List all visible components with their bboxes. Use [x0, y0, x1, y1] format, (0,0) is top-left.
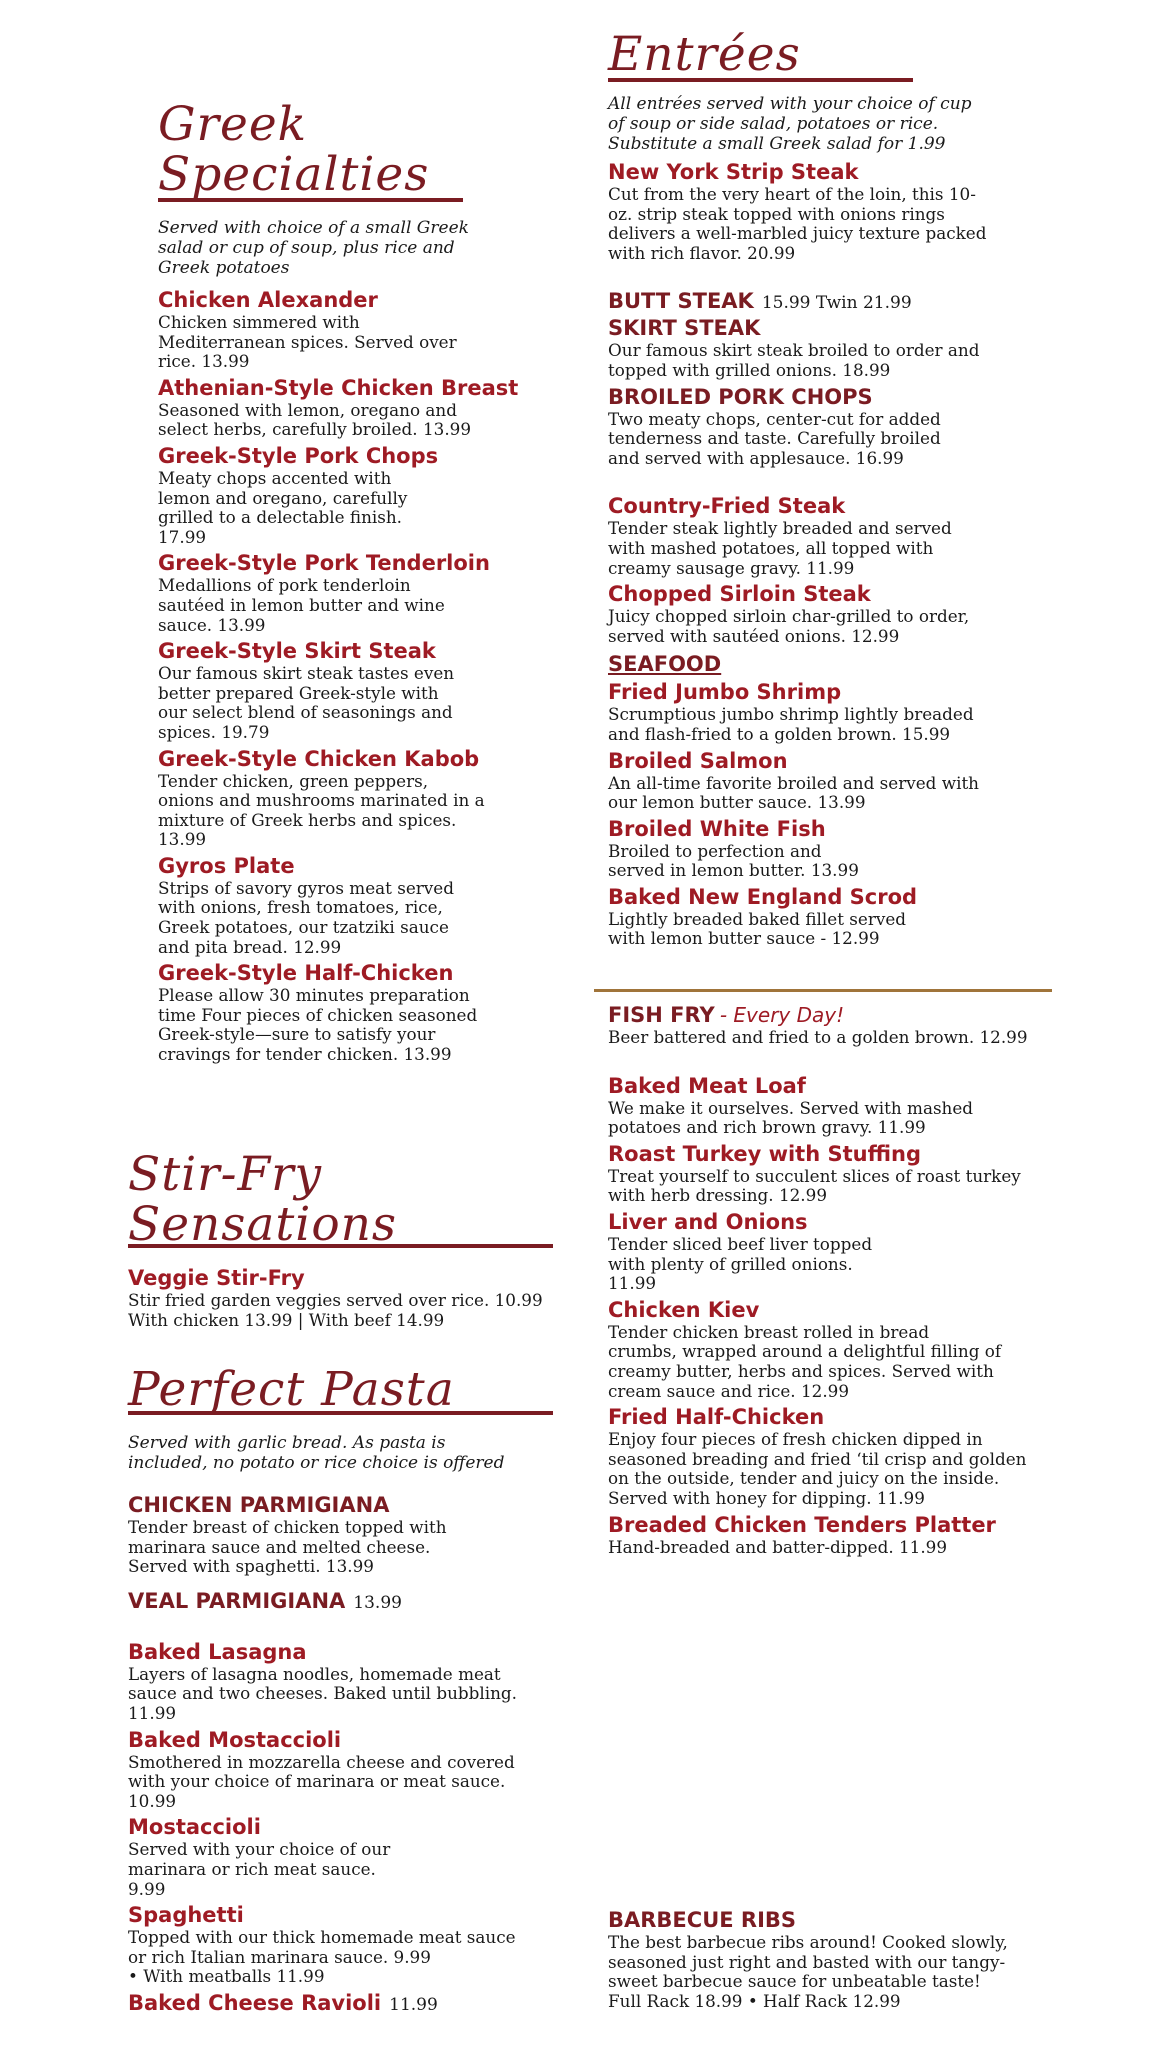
- menu-item-baked-new-england-scrod: [608, 885, 1058, 949]
- item-desc: Our famous skirt steak broiled to order and topped with grilled onions. 18.99: [608, 340, 980, 380]
- item-desc: Tender chicken breast rolled in bread crumbs, wrapped around a delightful filling of creamy butter, herbs and spices. Served with cream sauce and rice. 12.99: [608, 1321, 1002, 1401]
- item-name: BROILED PORK CHOPS: [608, 384, 873, 409]
- item-name: Greek-Style Pork Tenderloin: [158, 551, 490, 576]
- item-name: Baked Lasagna: [128, 1639, 307, 1664]
- item-desc: Tender breast of chicken topped with marinara sauce and melted cheese. Served with spaghetti. 13.99: [128, 1517, 447, 1577]
- item-desc: Chicken simmered with Mediterranean spices. Served over rice. 13.99: [158, 312, 457, 372]
- pasta-intro: Served with garlic bread. As pasta is included, no potato or rice choice is offered: [128, 1433, 505, 1473]
- menu-item-broiled-pork-chops: [608, 385, 1058, 469]
- item-name: Chopped Sirloin Steak: [608, 582, 871, 607]
- stirfry-section: [128, 1147, 558, 1330]
- menu-item-liver-and-onions: [608, 1210, 1058, 1294]
- menu-item-chopped-sirloin: [608, 582, 1058, 646]
- item-name: Gyros Plate: [158, 853, 295, 878]
- item-price: 13.99: [353, 1592, 402, 1613]
- menu-item-baked-cheese-ravioli: [128, 1991, 558, 2016]
- menu-item: [158, 288, 528, 372]
- greek-section: [158, 97, 528, 1065]
- menu-item-fried-half-chicken: [608, 1405, 1058, 1508]
- item-desc: Broiled to perfection and served in lemon butter. 13.99: [608, 840, 859, 881]
- item-name: Greek-Style Chicken Kabob: [158, 746, 480, 771]
- item-name: Breaded Chicken Tenders Platter: [608, 1512, 996, 1537]
- item-name: Baked Meat Loaf: [608, 1073, 806, 1098]
- item-desc: Smothered in mozzarella cheese and covered with your choice of marinara or meat sauce. 10.99: [128, 1751, 515, 1811]
- item-desc: Served with your choice of our marinara or rich meat sauce. 9.99: [128, 1839, 391, 1899]
- menu-item-broiled-salmon: [608, 749, 1058, 813]
- item-price: Full Rack 18.99 • Half Rack 12.99: [608, 1990, 901, 2011]
- entrees-section-lower: [608, 1003, 1058, 1557]
- menu-item-veggie-stir-fry: [128, 1266, 558, 1330]
- menu-item-country-fried-steak: [608, 494, 1058, 578]
- item-name: Broiled White Fish: [608, 816, 826, 841]
- menu-item-baked-lasagna: [128, 1640, 558, 1724]
- entrees-section: [608, 27, 1058, 949]
- menu-item-roast-turkey: [608, 1142, 1058, 1206]
- item-desc: Stir fried garden veggies served over rice. 10.99: [128, 1290, 543, 1310]
- menu-item-chicken-parmigiana: [128, 1493, 558, 1577]
- item-name: Chicken Alexander: [158, 288, 378, 312]
- item-desc: Layers of lasagna noodles, homemade meat sauce and two cheeses. Baked until bubbling. 11.99: [128, 1663, 518, 1723]
- item-desc: We make it ourselves. Served with mashed potatoes and rich brown gravy. 11.99: [608, 1097, 974, 1138]
- menu-item-ny-strip-steak: [608, 160, 1058, 263]
- menu-item-chicken-tenders: [608, 1513, 1058, 1558]
- item-name: Country-Fried Steak: [608, 494, 846, 519]
- item-name: Veggie Stir-Fry: [128, 1266, 305, 1290]
- item-name: BUTT STEAK: [608, 289, 754, 314]
- menu-item-veal-parmigiana: [128, 1589, 558, 1614]
- item-name: Mostaccioli: [128, 1815, 261, 1840]
- menu-item: [158, 376, 528, 440]
- pasta-section: [128, 1362, 558, 2016]
- item-desc: Seasoned with lemon, oregano and select herbs, carefully broiled. 13.99: [158, 399, 472, 440]
- item-desc: Please allow 30 minutes preparation time Four pieces of chicken seasoned Greek-style—sure to satisfy your cravings for tender chicken. 13.99: [158, 985, 478, 1065]
- menu-item-chicken-kiev: [608, 1298, 1058, 1401]
- ribs-section: [608, 1908, 1058, 2011]
- item-name: Chicken Kiev: [608, 1297, 760, 1322]
- item-desc: An all-time favorite broiled and served with our lemon butter sauce. 13.99: [608, 772, 979, 813]
- item-desc: The best barbecue ribs around! Cooked slowly, seasoned just right and basted with our tangy-sweet barbecue sauce for unbeatable taste!: [608, 1932, 1008, 1992]
- item-desc: Juicy chopped sirloin char-grilled to order, served with sautéed onions. 12.99: [608, 606, 970, 646]
- menu-item: [158, 444, 528, 547]
- seafood-label: [608, 652, 1058, 676]
- menu-item-baked-meat-loaf: [608, 1074, 1058, 1138]
- menu-item: [158, 639, 528, 742]
- menu-item-fish-fry: [608, 1003, 1058, 1048]
- stirfry-title-line1: Stir-Fry: [128, 1147, 323, 1202]
- menu-item-baked-mostaccioli: [128, 1728, 558, 1812]
- entrees-intro: All entrées served with your choice of cup of soup or side salad, potatoes or rice. Substitute a small Greek salad for 1.99: [608, 94, 972, 154]
- item-desc: Treat yourself to succulent slices of roast turkey with herb dressing. 12.99: [608, 1165, 1021, 1206]
- item-desc: Tender chicken, green peppers, onions and mushrooms marinated in a mixture of Greek herbs and spices. 13.99: [158, 770, 485, 850]
- item-name: Liver and Onions: [608, 1209, 808, 1234]
- menu-item: [158, 961, 528, 1064]
- item-name: Roast Turkey with Stuffing: [608, 1141, 922, 1166]
- item-price: 15.99 Twin 21.99: [761, 293, 912, 314]
- item-desc: Strips of savory gyros meat served with onions, fresh tomatoes, rice, Greek potatoes, our tzatziki sauce and pita bread. 12.99: [158, 877, 454, 957]
- menu-item-broiled-white-fish: [608, 817, 1058, 881]
- menu-item: [158, 854, 528, 957]
- pasta-title: Perfect Pasta: [128, 1362, 455, 1417]
- item-name: Baked Mostaccioli: [128, 1727, 342, 1752]
- menu-item-skirt-steak: [608, 316, 1058, 380]
- item-name: New York Strip Steak: [608, 160, 859, 184]
- menu-item-butt-steak: [608, 289, 1058, 314]
- item-desc: Tender sliced beef liver topped with plenty of grilled onions. 11.99: [608, 1233, 873, 1294]
- item-name: SKIRT STEAK: [608, 316, 761, 341]
- item-name: BARBECUE RIBS: [608, 1908, 797, 1932]
- item-price: 11.99: [389, 1994, 438, 2015]
- item-desc: Scrumptious jumbo shrimp lightly breaded and flash-fried to a golden brown. 15.99: [608, 704, 974, 744]
- menu-item-barbecue-ribs: [608, 1908, 1058, 2011]
- item-name: VEAL PARMIGIANA: [128, 1588, 346, 1613]
- item-tag: - Every Day!: [719, 1003, 845, 1027]
- item-desc: Enjoy four pieces of fresh chicken dipped in seasoned breading and fried ‘til crisp and golden on the outside, tender and juicy on the inside. Served with honey for dipping. 11.99: [608, 1429, 1027, 1508]
- item-desc: Cut from the very heart of the loin, this 10-oz. strip steak topped with onions rings delivers a well-marbled juicy texture packed with rich flavor. 20.99: [608, 184, 987, 263]
- item-name: Broiled Salmon: [608, 748, 788, 773]
- greek-item-list: [158, 288, 528, 1065]
- item-desc: Meaty chops accented with lemon and oregano, carefully grilled to a delectable finish. 17.99: [158, 467, 408, 547]
- item-desc: Topped with our thick homemade meat sauce or rich Italian marinara sauce. 9.99: [128, 1927, 516, 1967]
- item-name: Fried Half-Chicken: [608, 1405, 825, 1430]
- menu-item-mostaccioli: [128, 1815, 558, 1899]
- item-name: Athenian-Style Chicken Breast: [158, 375, 519, 400]
- item-name: Fried Jumbo Shrimp: [608, 680, 842, 705]
- item-desc: Our famous skirt steak tastes even better prepared Greek-style with our select blend of seasonings and spices. 19.79: [158, 663, 455, 742]
- item-desc: Hand-breaded and batter-dipped. 11.99: [608, 1536, 948, 1557]
- greek-title-line2: Specialties: [158, 147, 430, 202]
- stirfry-title-line2: Sensations: [128, 1197, 398, 1252]
- menu-item: [158, 551, 528, 635]
- item-name: Greek-Style Half-Chicken: [158, 961, 454, 986]
- item-name: Baked Cheese Ravioli: [128, 1990, 382, 2015]
- item-desc: • With meatballs 11.99: [128, 1966, 325, 1987]
- item-desc: Lightly breaded baked fillet served with lemon butter sauce - 12.99: [608, 908, 907, 949]
- item-name: Greek-Style Pork Chops: [158, 443, 439, 468]
- item-desc: Two meaty chops, center-cut for added tenderness and taste. Carefully broiled and served with applesauce. 16.99: [608, 408, 941, 468]
- entrees-title: Entrées: [608, 27, 801, 82]
- greek-title-line1: Greek: [158, 97, 308, 152]
- greek-intro: Served with choice of a small Greek salad or cup of soup, plus rice and Greek potatoes: [158, 218, 469, 278]
- item-desc: Tender steak lightly breaded and served with mashed potatoes, all topped with creamy sausage gravy. 11.99: [608, 518, 952, 578]
- item-desc: With chicken 13.99 | With beef 14.99: [128, 1309, 445, 1330]
- item-desc: Beer battered and fried to a golden brown. 12.99: [608, 1027, 1028, 1047]
- item-name: Spaghetti: [128, 1903, 244, 1928]
- item-name: Greek-Style Skirt Steak: [158, 639, 436, 664]
- menu-item-spaghetti: [128, 1903, 558, 1987]
- item-desc: Medallions of pork tenderloin sautéed in lemon butter and wine sauce. 13.99: [158, 575, 445, 635]
- seafood-heading: SEAFOOD: [608, 652, 722, 677]
- menu-item: [158, 747, 528, 850]
- item-name: Baked New England Scrod: [608, 884, 918, 909]
- menu-item-fried-jumbo-shrimp: [608, 680, 1058, 744]
- item-name: FISH FRY: [608, 1003, 715, 1027]
- fish-fry-divider: [594, 989, 1052, 992]
- item-name: CHICKEN PARMIGIANA: [128, 1493, 390, 1517]
